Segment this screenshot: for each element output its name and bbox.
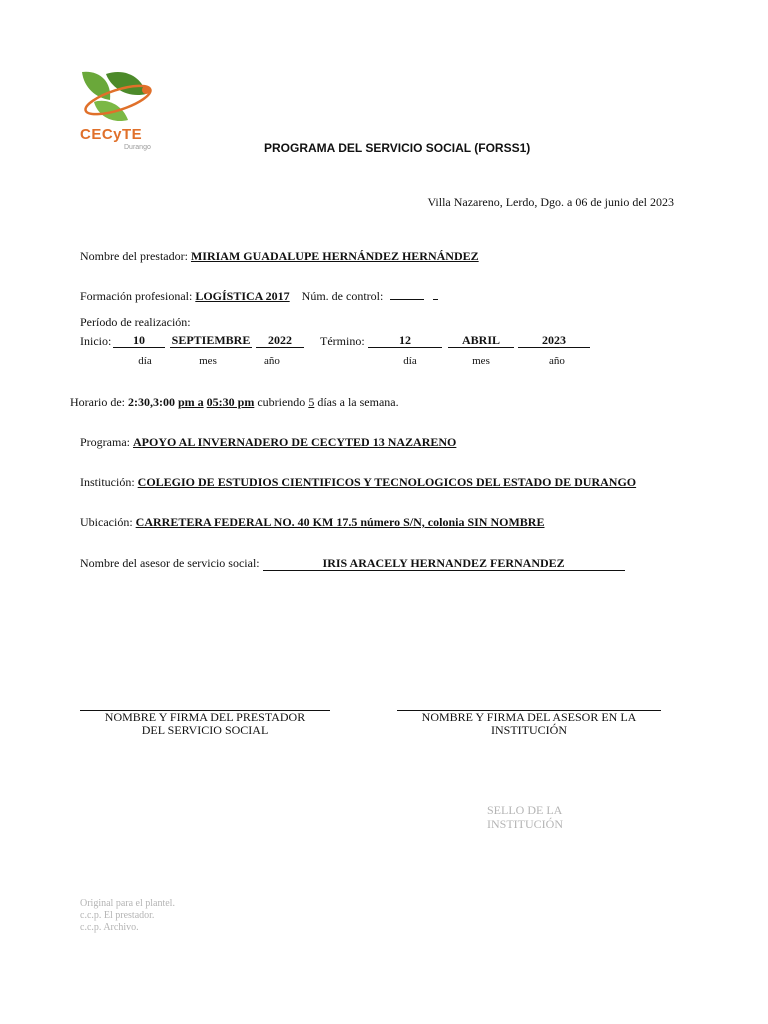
prestador-signature-caption-1: NOMBRE Y FIRMA DEL PRESTADOR bbox=[104, 710, 306, 724]
prestador-value: MIRIAM GUADALUPE HERNÁNDEZ HERNÁNDEZ bbox=[190, 249, 479, 263]
termino-label: Término: bbox=[320, 334, 365, 348]
horario-row bbox=[70, 395, 399, 410]
termino-mes: ABRIL bbox=[448, 334, 514, 348]
ubicacion-value: CARRETERA FEDERAL NO. 40 KM 17.5 número S/N, colonia SIN NOMBRE bbox=[135, 515, 545, 529]
horario-dias: 5 bbox=[308, 395, 315, 409]
control-blank-2 bbox=[433, 299, 438, 300]
formacion-row bbox=[80, 289, 438, 304]
horario-cubriendo: cubriendo bbox=[257, 395, 306, 409]
programa-label: Programa: bbox=[80, 435, 130, 449]
copia-archivo: c.c.p. Archivo. bbox=[80, 922, 139, 933]
ubicacion-label: Ubicación: bbox=[80, 515, 133, 529]
cecyte-logo bbox=[76, 68, 166, 158]
inicio-mes: SEPTIEMBRE bbox=[171, 333, 251, 347]
asesor-value: IRIS ARACELY HERNANDEZ FERNANDEZ bbox=[263, 557, 625, 571]
logo-name: CECyTE bbox=[80, 126, 143, 143]
caption-termino-mes: mes bbox=[472, 355, 490, 367]
prestador-signature-caption-2: DEL SERVICIO SOCIAL bbox=[141, 723, 269, 737]
prestador-label: Nombre del prestador: bbox=[80, 249, 188, 263]
institucion-value: COLEGIO DE ESTUDIOS CIENTIFICOS Y TECNOLOGICOS DEL ESTADO DE DURANGO bbox=[137, 475, 637, 489]
asesor-signature-caption-2: INSTITUCIÓN bbox=[491, 723, 567, 737]
caption-termino-anio: año bbox=[549, 355, 565, 367]
place-date: Villa Nazareno, Lerdo, Dgo. a 06 de junio del 2023 bbox=[427, 195, 674, 209]
inicio-label: Inicio: bbox=[80, 334, 112, 348]
horario-from: 2:30,3:00 bbox=[127, 395, 175, 409]
leaf-atom-icon bbox=[76, 68, 166, 130]
horario-pm-a: pm a bbox=[177, 395, 204, 409]
sello-line-2: INSTITUCIÓN bbox=[487, 817, 563, 831]
caption-inicio-dia: día bbox=[138, 355, 152, 367]
control-label: Núm. de control: bbox=[301, 289, 384, 303]
inicio-dia: 10 bbox=[113, 334, 165, 348]
horario-to: 05:30 pm bbox=[206, 395, 255, 409]
prestador-row bbox=[80, 249, 479, 264]
institucion-label: Institución: bbox=[80, 475, 135, 489]
document-title: PROGRAMA DEL SERVICIO SOCIAL (FORSS1) bbox=[264, 141, 531, 155]
programa-row bbox=[80, 435, 456, 450]
caption-inicio-mes: mes bbox=[199, 355, 217, 367]
periodo-label: Período de realización: bbox=[80, 315, 191, 329]
programa-value: APOYO AL INVERNADERO DE CECYTED 13 NAZARENO bbox=[133, 435, 457, 449]
termino-anio: 2023 bbox=[518, 334, 590, 348]
logo-subtitle: Durango bbox=[124, 144, 151, 151]
asesor-label: Nombre del asesor de servicio social: bbox=[80, 556, 260, 570]
formacion-value: LOGÍSTICA 2017 bbox=[195, 289, 290, 303]
inicio-anio: 2022 bbox=[256, 334, 304, 348]
control-blank bbox=[390, 299, 424, 300]
institucion-row bbox=[80, 475, 636, 490]
ubicacion-row bbox=[80, 515, 544, 530]
formacion-label: Formación profesional: bbox=[80, 289, 193, 303]
copia-prestador: c.c.p. El prestador. bbox=[80, 910, 155, 921]
asesor-row bbox=[80, 556, 625, 571]
termino-dia: 12 bbox=[368, 334, 442, 348]
caption-inicio-anio: año bbox=[264, 355, 280, 367]
horario-label: Horario de: bbox=[70, 395, 125, 409]
sello-line-1: SELLO DE LA bbox=[487, 803, 563, 817]
caption-termino-dia: día bbox=[403, 355, 417, 367]
asesor-signature-caption-1: NOMBRE Y FIRMA DEL ASESOR EN LA bbox=[421, 710, 637, 724]
horario-rest: días a la semana. bbox=[317, 395, 399, 409]
copia-original: Original para el plantel. bbox=[80, 898, 175, 909]
